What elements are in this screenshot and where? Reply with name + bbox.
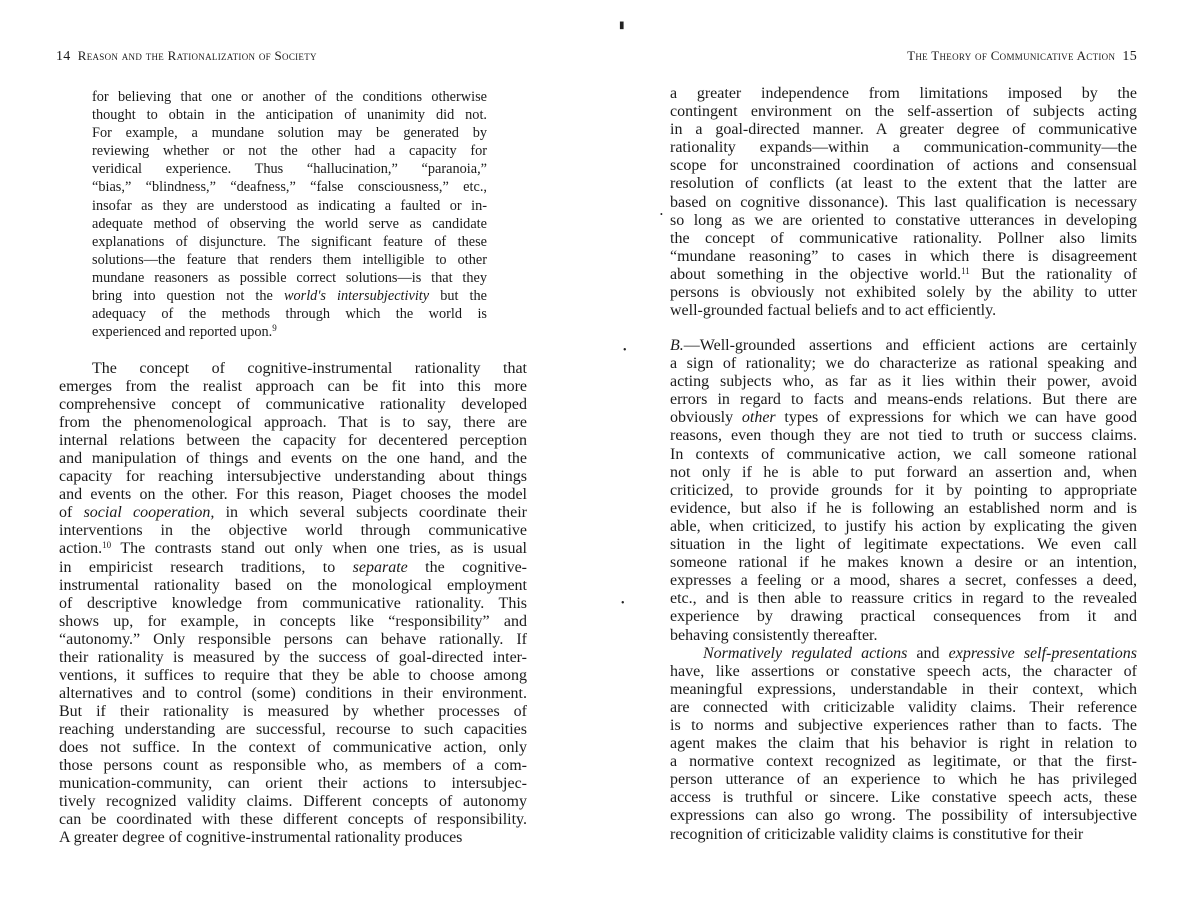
text-line: reasons, even though they are not tied to truth or success claims. xyxy=(670,427,1137,445)
left-running-head xyxy=(56,48,317,65)
text-line: their rationality is measured by the success of goal-directed inter- xyxy=(59,648,527,666)
text-line: For example, a mundane solution may be generated by xyxy=(92,125,487,142)
text-line: well-grounded factual beliefs and to act efficiently. xyxy=(670,302,997,320)
text-line: for believing that one or another of the conditions otherwise xyxy=(92,89,487,105)
text-line: are connected with criticizable validity claims. Their reference xyxy=(670,698,1137,716)
text-line: does not suffice. In the context of communicative action, only xyxy=(59,738,527,756)
text-line: A greater degree of cognitive-instrumental rationality produces xyxy=(59,829,463,847)
text-line: criticized, to provide grounds for it by pointing to appropriate xyxy=(670,481,1137,499)
text-line: of descriptive knowledge from communicative rationality. This xyxy=(59,594,527,612)
text-line: adequate method of observing the world serve as candidate xyxy=(92,215,487,232)
left-body-text xyxy=(59,360,527,847)
text-line: action.$^{10}$ The contrasts stand out only when one tries, as is usual xyxy=(59,540,527,558)
text-line: not only if he is able to put forward an assertion and, when xyxy=(670,463,1137,481)
text-line: persons is obviously not exhibited solely by the ability to utter xyxy=(670,284,1137,302)
text-line: alternatives and to control (some) conditions in their environment. xyxy=(59,684,527,702)
text-line: insofar as they are understood as indicating a faulted or in- xyxy=(92,197,487,214)
text-line: veridical experience. Thus “hallucination,” “paranoia,” xyxy=(92,161,487,178)
text-line: capacity for reaching intersubjective understanding about things xyxy=(59,468,527,486)
text-line: access is truthful or sincere. Like constative speech acts, these xyxy=(670,789,1137,807)
text-line: experienced and reported upon.$^9$ xyxy=(92,323,277,341)
text-line: internal relations between the capacity for decentered perception xyxy=(59,432,527,450)
text-line: a sign of rationality; we do characterize as rational speaking and xyxy=(670,355,1137,373)
text-line: In contexts of communicative action, we call someone rational xyxy=(670,445,1137,463)
scan-mark: ▮ xyxy=(619,20,625,31)
text-line: B.—Well-grounded assertions and efficient actions are certainly xyxy=(670,337,1137,354)
right-paragraph-1 xyxy=(670,85,1137,320)
normative-paragraph xyxy=(670,645,1137,844)
text-line: explanations of disjuncture. The significant feature of these xyxy=(92,233,487,250)
text-line: contingent environment on the self-assertion of subjects acting xyxy=(670,103,1137,121)
block-quote xyxy=(92,88,487,341)
right-header-title: The Theory of Communicative Action xyxy=(907,48,1116,63)
text-line: Normatively regulated actions and expressive self-presentations xyxy=(703,644,1137,662)
text-line: acting subjects who, as far as it lies within their power, avoid xyxy=(670,373,1137,391)
text-line: recognition of criticizable validity claims is constitutive for their xyxy=(670,825,1084,843)
text-line: shows up, for example, in concepts like “responsibility” and xyxy=(59,612,527,630)
left-page-number: 14 xyxy=(56,49,71,64)
text-line: based on cognitive dissonance). This last qualification is necessary xyxy=(670,193,1137,211)
text-line: is to norms and subjective experiences rather than to facts. The xyxy=(670,716,1137,734)
text-line: ventions, it suffices to require that they be able to choose among xyxy=(59,666,527,684)
section-b-paragraph xyxy=(670,337,1137,645)
text-line: a greater independence from limitations imposed by the xyxy=(670,85,1137,102)
text-line: solutions—the feature that renders them intelligible to other xyxy=(92,251,487,268)
text-line: evidence, but also if he is following an established norm and is xyxy=(670,499,1137,517)
text-line: tively recognized validity claims. Different concepts of autonomy xyxy=(59,793,527,811)
text-line: in empiricist research traditions, to separate the cognitive- xyxy=(59,558,527,576)
text-line: emerges from the realist approach can be fit into this more xyxy=(59,378,527,396)
text-line: meaningful expressions, understandable in their context, which xyxy=(670,680,1137,698)
text-line: munication-community, can orient their actions to intersubjec- xyxy=(59,775,527,793)
text-line: in a goal-directed manner. A greater degree of communicative xyxy=(670,121,1137,139)
text-line: etc., and is then able to reassure critics in regard to the revealed xyxy=(670,590,1137,608)
text-line: “autonomy.” Only responsible persons can behave rationally. If xyxy=(59,630,527,648)
text-line: expresses a feeling or a mood, shares a secret, confesses a deed, xyxy=(670,572,1137,590)
text-line: the concept of communicative rationality. Pollner also limits xyxy=(670,229,1137,247)
text-line: someone rational if he makes known a desire or an intention, xyxy=(670,554,1137,572)
text-line: behaving consistently thereafter. xyxy=(670,626,878,644)
text-line: adequacy of the methods through which the world is xyxy=(92,306,487,323)
text-line: experience by drawing practical consequences from it and xyxy=(670,608,1137,626)
text-line: those persons count as responsible who, as members of a com- xyxy=(59,757,527,775)
text-line: errors in regard to facts and means-ends relations. But there are xyxy=(670,391,1137,409)
text-line: But if their rationality is measured by whether processes of xyxy=(59,702,527,720)
text-line: a normative context recognized as legitimate, or that the first- xyxy=(670,753,1137,771)
text-line: reaching understanding are successful, recourse to such capacities xyxy=(59,720,527,738)
text-line: The concept of cognitive-instrumental rationality that xyxy=(92,360,527,377)
text-line: and events on the other. For this reason, Piaget chooses the model xyxy=(59,486,527,504)
text-line: reviewing whether or not the other had a capacity for xyxy=(92,143,487,160)
scan-mark: • xyxy=(621,598,625,609)
text-line: “bias,” “blindness,” “deafness,” “false consciousness,” etc., xyxy=(92,179,487,196)
text-line: expressions can also go wrong. The possibility of intersubjective xyxy=(670,807,1137,825)
left-header-title: Reason and the Rationalization of Society xyxy=(77,48,317,63)
text-line: about something in the objective world.$^{11}$ But the rationality of xyxy=(670,265,1138,283)
text-line: thought to obtain in the anticipation of unanimity did not. xyxy=(92,107,487,124)
text-line: have, like assertions or constative speech acts, the character of xyxy=(670,662,1137,680)
text-line: can be coordinated with these different concepts of responsibility. xyxy=(59,811,527,829)
text-line: “mundane reasoning” to cases in which there is disagreement xyxy=(670,247,1137,265)
text-line: situation in the light of legitimate expectations. We even call xyxy=(670,536,1137,554)
text-line: so long as we are oriented to constative utterances in developing xyxy=(670,211,1137,229)
scan-mark: • xyxy=(660,210,663,219)
right-running-head xyxy=(907,48,1137,65)
text-line: of social cooperation, in which several subjects coordinate their xyxy=(59,504,527,522)
right-page xyxy=(600,0,1199,899)
text-line: bring into question not the world's intersubjectivity but the xyxy=(92,288,487,305)
text-line: instrumental rationality based on the monological employment xyxy=(59,576,527,594)
text-line: mundane reasoners as possible correct solutions—is that they xyxy=(92,269,487,286)
text-line: scope for unconstrained coordination of actions and consensual xyxy=(670,157,1137,175)
text-line: interventions in the objective world through communicative xyxy=(59,522,527,540)
scan-mark: • xyxy=(623,345,627,356)
text-line: able, when criticized, to justify his action by explicating the given xyxy=(670,517,1137,535)
text-line: comprehensive concept of communicative rationality developed xyxy=(59,396,527,414)
text-line: and manipulation of things and events on the one hand, and the xyxy=(59,450,527,468)
text-line: resolution of conflicts (at least to the extent that the latter are xyxy=(670,175,1137,193)
text-line: agent makes the claim that his behavior is right in relation to xyxy=(670,735,1137,753)
right-paragraph-2 xyxy=(670,337,1137,844)
text-line: person utterance of an experience to which he has privileged xyxy=(670,771,1137,789)
text-line: from the phenomenological approach. That is to say, there are xyxy=(59,414,527,432)
right-page-number: 15 xyxy=(1122,49,1137,64)
text-line: rationality expands—within a communication-community—the xyxy=(670,139,1137,157)
text-line: obviously other types of expressions for which we can have good xyxy=(670,409,1137,427)
